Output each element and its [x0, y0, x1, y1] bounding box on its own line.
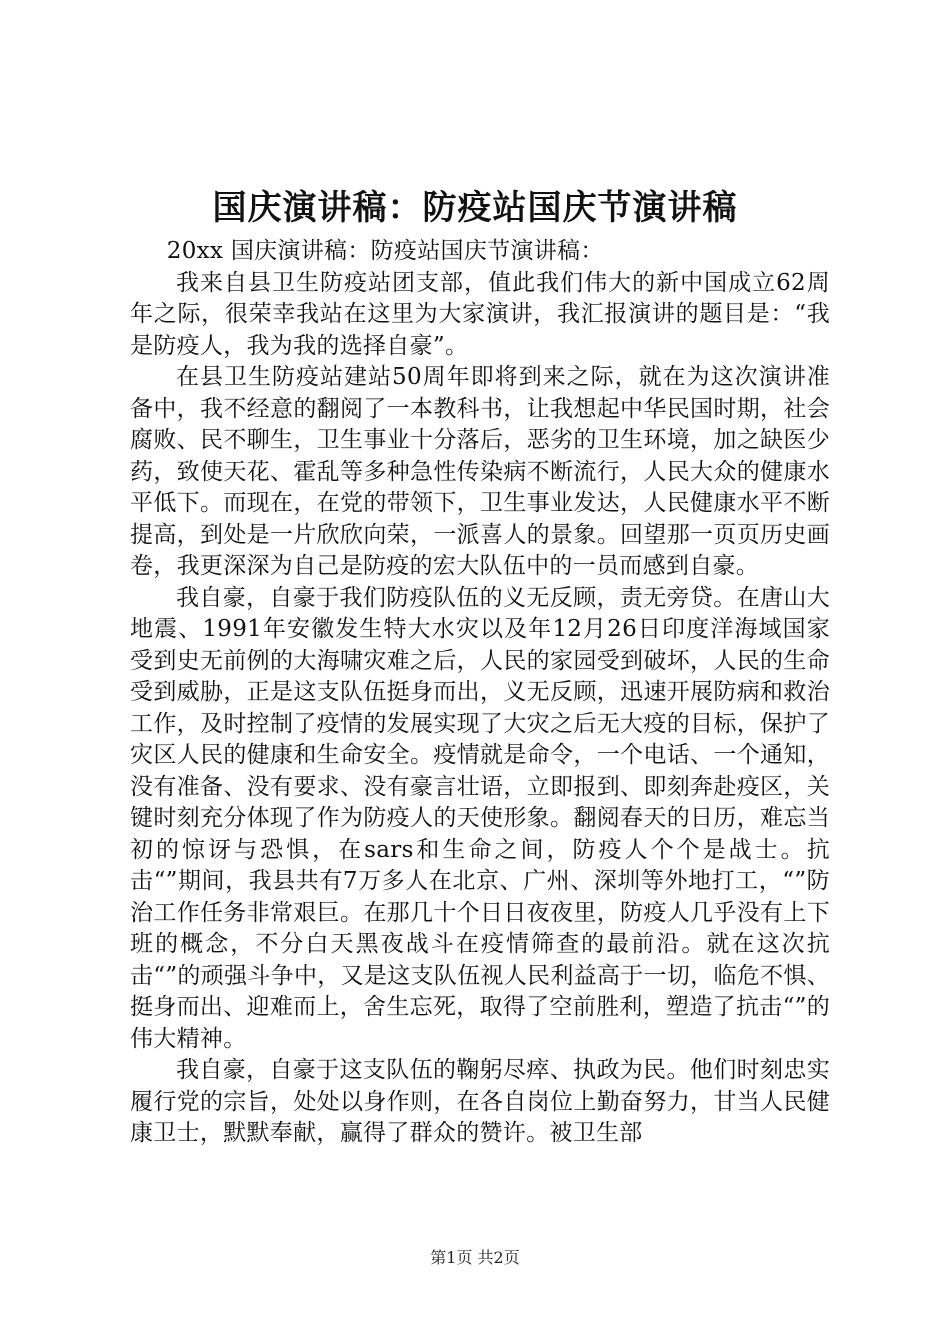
paragraph: 我自豪，自豪于这支队伍的鞠躬尽瘁、执政为民。他们时刻忠实履行党的宗旨，处处以身作则，在各自岗位上勤奋努力，甘当人民健康卫士，默默奉献，赢得了群众的赞许。被卫生部 — [130, 1057, 830, 1146]
paragraph-intro: 20xx 国庆演讲稿：防疫站国庆节演讲稿： — [166, 238, 604, 264]
paragraph: 在县卫生防疫站建站50周年即将到来之际，就在为这次演讲准备中，我不经意的翻阅了一本教科书，让我想起中华民国时期，社会腐败、民不聊生，卫生事业十分落后，恶劣的卫生环境，加之缺医少药，致使天花、霍乱等多种急性传染病不断流行，人民大众的健康水平低下。而现在，在党的带领下，卫生事业发达，人民健康水平不断提高，到处是一片欣欣向荣，一派喜人的景象。回望那一页页历史画卷，我更深深为自己是防疫的宏大队伍中的一员而感到自豪。 — [130, 364, 830, 579]
page-number-footer: 第1页 共2页 — [430, 1248, 520, 1267]
document-title: 国庆演讲稿：防疫站国庆节演讲稿 — [212, 188, 738, 228]
paragraph: 我自豪，自豪于我们防疫队伍的义无反顾，责无旁贷。在唐山大地震、1991年安徽发生特大水灾以及年12月26日印度洋海域国家受到史无前例的大海啸灾难之后，人民的家园受到破坏，人民的生命受到威胁，正是这支队伍挺身而出，义无反顾，迅速开展防病和救治工作，及时控制了疫情的发展实现了大灾之后无大疫的目标，保护了灾区人民的健康和生命安全。疫情就是命令，一个电话、一个通知，没有准备、没有要求、没有豪言壮语，立即报到、即刻奔赴疫区，关键时刻充分体现了作为防疫人的天使形象。翻阅春天的日历，难忘当初的惊讶与恐惧，在sars和生命之间，防疫人个个是战士。抗击“”期间，我县共有7万多人在北京、广州、深圳等外地打工，“”防治工作任务非常艰巨。在那几十个日日夜夜里，防疫人几乎没有上下班的概念，不分白天黑夜战斗在疫情筛查的最前沿。就在这次抗击“”的顽强斗争中，又是这支队伍视人民利益高于一切，临危不惧、挺身而出、迎难而上，舍生忘死，取得了空前胜利，塑造了抗击“”的伟大精神。 — [130, 584, 830, 1052]
document-body — [130, 236, 830, 1150]
paragraph: 我来自县卫生防疫站团支部，值此我们伟大的新中国成立62周年之际，很荣幸我站在这里为大家演讲，我汇报演讲的题目是：“我是防疫人，我为我的选择自豪”。 — [130, 269, 830, 359]
